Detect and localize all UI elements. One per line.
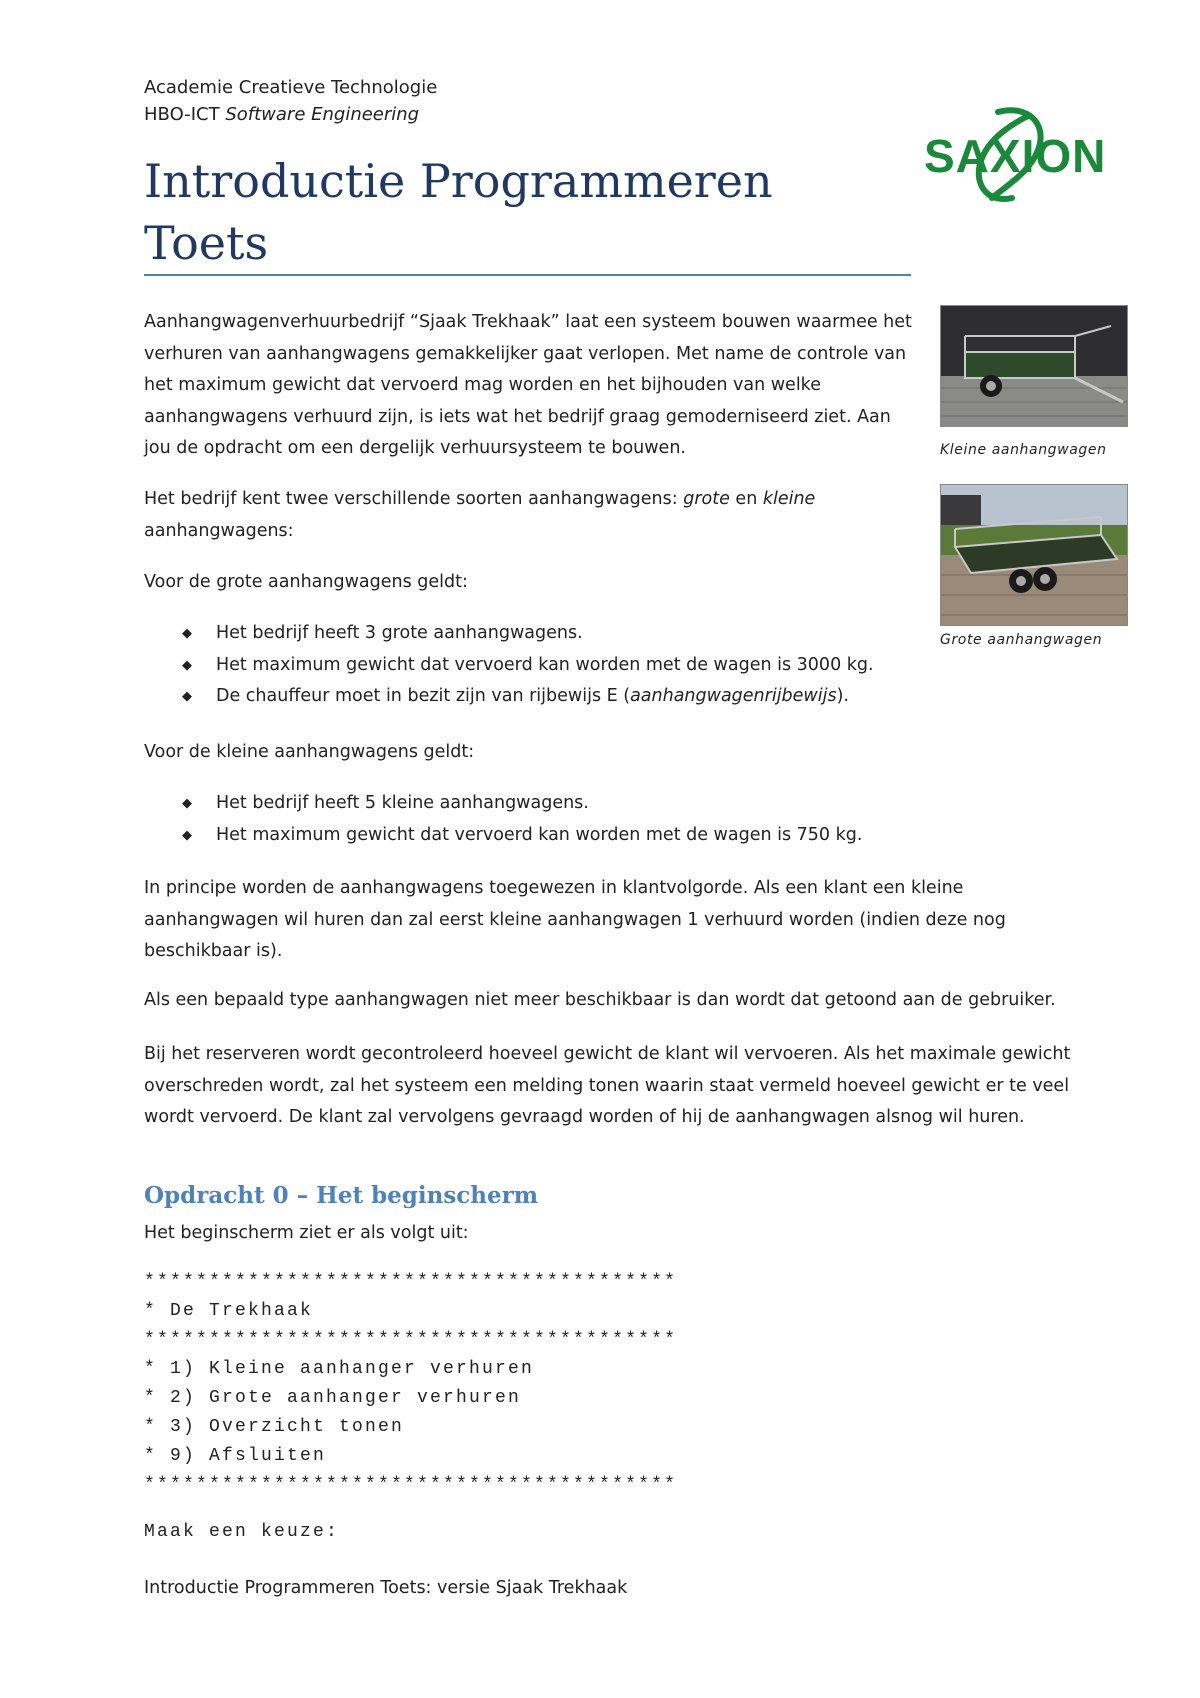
department-line-2-italic: Software Engineering: [225, 104, 420, 125]
licence-text-pre: De chauffeur moet in bezit zijn van rijbewijs E (: [216, 686, 631, 706]
large-trailer-photo: [940, 484, 1128, 626]
title-divider: [144, 274, 911, 276]
title-line-1: Introductie Programmeren: [144, 154, 773, 208]
list-item-text: Het bedrijf heeft 5 kleine aanhangwagens.: [216, 793, 589, 813]
small-trailer-rules: [144, 788, 924, 851]
console-line: * 2) Grote aanhanger verhuren: [144, 1388, 522, 1408]
small-trailer-image: [941, 306, 1127, 426]
small-trailer-photo: [940, 305, 1128, 427]
types-text-pre: Het bedrijf kent twee verschillende soorten aanhangwagens:: [144, 489, 684, 509]
console-line: * 3) Overzicht tonen: [144, 1417, 405, 1437]
bullet-icon: ◆: [182, 657, 192, 673]
console-line: * 9) Afsluiten: [144, 1446, 327, 1466]
trailer-types-paragraph: [144, 484, 914, 547]
list-item: [144, 650, 924, 682]
section-intro: Het beginscherm ziet er als volgt uit:: [144, 1223, 469, 1243]
list-item: [144, 820, 924, 852]
types-text-mid: en: [729, 489, 763, 509]
saxion-logo-graphic: [920, 106, 1116, 206]
department-header: [144, 74, 437, 128]
console-line: *****************************************: [144, 1272, 678, 1292]
list-item: [144, 681, 924, 713]
title-line-2: Toets: [144, 216, 269, 270]
console-line: *****************************************: [144, 1475, 678, 1495]
console-line: * De Trekhaak: [144, 1301, 314, 1321]
intro-paragraph: Aanhangwagenverhuurbedrijf “Sjaak Trekhaak” laat een systeem bouwen waarmee het verhuren van aanhangwagens gemakkelijker gaat verlopen. Met name de controle van het maximum gewicht dat vervoerd mag worden en het bijhouden van welke aanhangwagens verhuurd zijn, is iets wat het bedrijf graag gemoderniseerd ziet. Aan jou de opdracht om een dergelijk verhuursysteem te bouwen.: [144, 312, 912, 458]
bullet-icon: ◆: [182, 827, 192, 843]
console-line: * 1) Kleine aanhanger verhuren: [144, 1359, 535, 1379]
bullet-icon: ◆: [182, 689, 192, 704]
large-trailer-image: [941, 485, 1127, 625]
licence-text-italic: aanhangwagenrijbewijs: [630, 686, 837, 706]
list-item: [144, 618, 924, 650]
list-item-text: Het bedrijf heeft 3 grote aanhangwagens.: [216, 623, 583, 643]
weight-check-paragraph: Bij het reserveren wordt gecontroleerd hoeveel gewicht de klant wil vervoeren. Als het maximale gewicht overschreden wordt, zal het systeem een melding tonen waarin staat vermeld hoeveel gewicht er te veel wordt vervoerd. De klant zal vervolgens gevraagd worden of hij de aanhangwagen alsnog wil huren.: [144, 1044, 1071, 1127]
page-footer: Introductie Programmeren Toets: versie Sjaak Trekhaak: [144, 1578, 628, 1598]
section-heading: Opdracht 0 – Het beginscherm: [144, 1182, 539, 1209]
console-prompt: Maak een keuze:: [144, 1522, 340, 1542]
availability-paragraph: Als een bepaald type aanhangwagen niet meer beschikbaar is dan wordt dat getoond aan de gebruiker.: [144, 990, 1056, 1010]
allocation-paragraph: In principe worden de aanhangwagens toegewezen in klantvolgorde. Als een klant een kleine aanhangwagen wil huren dan zal eerst kleine aanhangwagen 1 verhuurd worden (indien deze nog beschikbaar is).: [144, 878, 1006, 961]
console-menu: [144, 1268, 677, 1500]
list-item-text: Het maximum gewicht dat vervoerd kan worden met de wagen is 750 kg.: [216, 824, 863, 845]
bullet-icon: ◆: [182, 626, 192, 641]
small-trailers-heading: Voor de kleine aanhangwagens geldt:: [144, 742, 475, 762]
console-line: *****************************************: [144, 1330, 678, 1350]
types-text-post: aanhangwagens:: [144, 520, 294, 541]
logo-text: SAXION: [924, 130, 1107, 182]
small-trailer-caption: Kleine aanhangwagen: [940, 442, 1107, 458]
large-trailer-caption: Grote aanhangwagen: [940, 632, 1103, 648]
large-trailers-heading: Voor de grote aanhangwagens geldt:: [144, 572, 468, 592]
licence-text-post: ).: [836, 686, 849, 706]
department-line-2: [144, 101, 437, 128]
list-item-text: [216, 686, 849, 706]
department-line-1: Academie Creatieve Technologie: [144, 77, 438, 98]
saxion-logo: [920, 106, 1116, 206]
list-item: [144, 788, 924, 820]
list-item-text: Het maximum gewicht dat vervoerd kan worden met de wagen is 3000 kg.: [216, 654, 874, 675]
page-title: [144, 150, 773, 274]
bullet-icon: ◆: [182, 796, 192, 811]
department-line-2-prefix: HBO-ICT: [144, 104, 226, 125]
large-trailer-rules: [144, 618, 924, 713]
types-kleine: kleine: [762, 489, 816, 509]
types-grote: grote: [683, 489, 730, 509]
